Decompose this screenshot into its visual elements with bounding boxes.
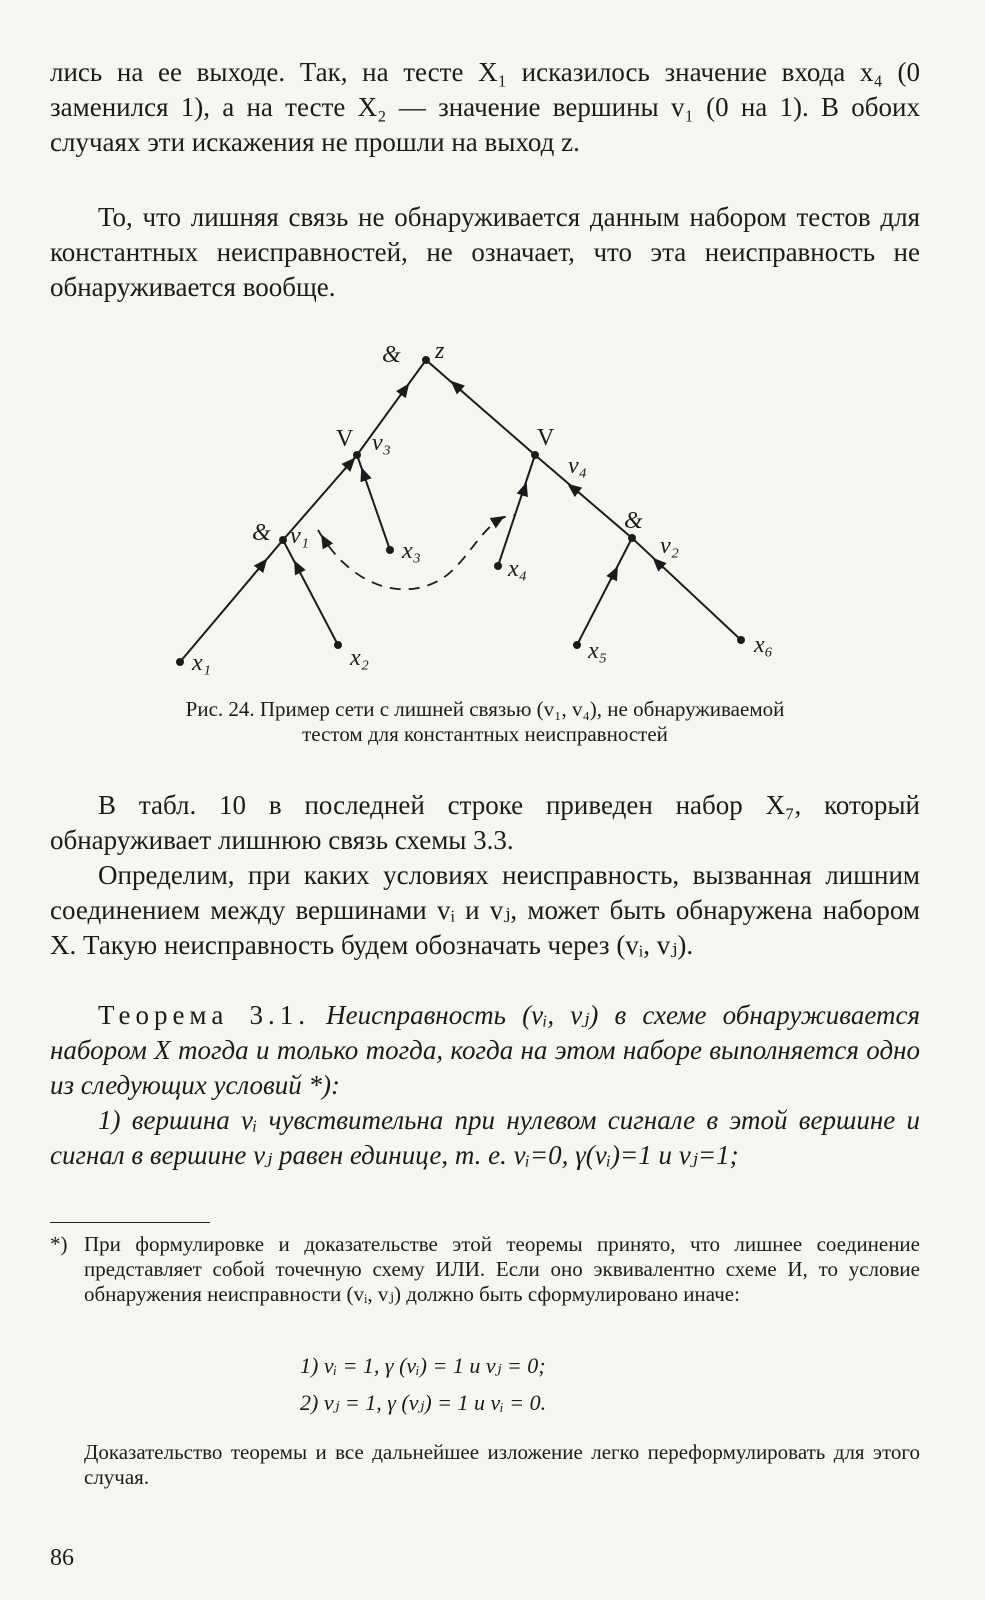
edge-v4-z (426, 360, 535, 455)
condition-1: 1) вершина vᵢ чувствительна при нулевом сигнале в этой вершине и сигнал в вершине vⱼ равен единице, т. е. vᵢ=0, γ(vᵢ)=1 и vⱼ=1; (50, 1105, 920, 1170)
figure-caption-line-1: Рис. 24. Пример сети с лишней связью (v₁, v₄), не обнаруживаемой (185, 697, 785, 721)
node-v2 (628, 534, 636, 542)
label-x4: x₄ (508, 556, 527, 582)
arrow-x5-v2 (611, 568, 617, 580)
label-v1: v₁ (290, 523, 309, 549)
node-v4 (531, 451, 539, 459)
arrow-v3-z (400, 385, 408, 396)
paragraph-4: Определим, при каких условиях неисправность, вызванная лишним соединением между вершинами vᵢ и vⱼ, может быть обнаружена набором X. Такую неисправность будем обозначать через (vᵢ, vⱼ). (50, 860, 920, 960)
label-or-left: V (336, 426, 354, 452)
label-x2: x₂ (350, 645, 369, 671)
footnote-text: При формулировке и доказательстве этой теоремы принято, что лишнее соединение представляет собой точечную схему ИЛИ. Если оно эквивалентно схеме И, то условие обнаружения неисправности (vᵢ, vⱼ) должно быть сформулировано иначе: (84, 1232, 920, 1306)
footnote-rule (50, 1222, 210, 1223)
node-x1 (176, 658, 184, 666)
arrow-dashed-v1 (322, 536, 326, 543)
label-x5: x₅ (588, 638, 607, 664)
page-number: 86 (50, 1545, 74, 1571)
label-x1: x₁ (192, 650, 211, 676)
node-x3 (386, 546, 394, 554)
node-v1 (279, 536, 287, 544)
label-v4: v₄ (568, 453, 587, 479)
label-and-top: & (382, 342, 401, 368)
network-figure (0, 340, 985, 685)
label-v3: v₃ (372, 430, 391, 456)
label-x6: x₆ (754, 632, 773, 658)
arrow-v1-v3 (344, 459, 354, 470)
edge-v3-z (357, 360, 426, 455)
label-z: z (435, 340, 445, 364)
footnote-formula-1: 1) vᵢ = 1, γ (vᵢ) = 1 и vⱼ = 0; (300, 1353, 546, 1378)
arrow-x3-v3 (362, 469, 366, 480)
edge-x6-v2 (632, 538, 741, 640)
node-x6 (737, 636, 745, 644)
paragraph-2: То, что лишняя связь не обнаруживается данным набором тестов для константных неисправностей, не означает, что эта неисправность не обнаруживается вообще. (50, 202, 920, 302)
arrow-v4-z (452, 382, 462, 391)
theorem-label: Теорема 3.1. (98, 1000, 310, 1030)
node-v3 (353, 451, 361, 459)
paragraph-3: В табл. 10 в последней строке приведен набор X₇, который обнаруживает лишнюю связь схемы 3.3. (50, 790, 920, 855)
label-and-left: & (252, 520, 271, 546)
arrow-x1-v1 (258, 560, 266, 570)
node-x4 (494, 562, 502, 570)
arrow-x6-v2 (654, 559, 663, 568)
footnote (50, 1232, 920, 1307)
theorem-text: Неисправность (vᵢ, vⱼ) в схеме обнаруживается набором X тогда и только тогда, когда на этом наборе выполняется одно из следующих условий *): (50, 1000, 920, 1100)
node-z (422, 356, 430, 364)
footnote-marker: *) (50, 1232, 68, 1256)
theorem (50, 998, 920, 1103)
edge-x2-v1 (283, 540, 338, 645)
label-and-right: & (624, 508, 643, 534)
node-x5 (573, 641, 581, 649)
footnote-conclusion-text: Доказательство теоремы и все дальнейшее изложение легко переформулировать для этого случая. (84, 1440, 920, 1489)
node-x2 (334, 641, 342, 649)
figure-caption-line-2: тестом для константных неисправностей (302, 722, 668, 746)
edge-x4-v4 (498, 455, 535, 566)
label-or-right: V (537, 425, 555, 451)
arrow-v2-v4 (569, 485, 578, 492)
edge-x1-v1 (180, 540, 283, 662)
arrow-x2-v1 (295, 562, 300, 572)
footnote-conclusion (50, 1440, 920, 1490)
paragraph-1: лись на ее выходе. Так, на тесте X₁ исказилось значение входа x₄ (0 заменился 1), а на тесте X₂ — значение вершины v₁ (0 на 1). В обоих случаях эти искажения не прошли на выход z. (50, 57, 920, 157)
arrow-dashed-v4 (493, 517, 503, 523)
footnote-formula-2: 2) vⱼ = 1, γ (vⱼ) = 1 и vᵢ = 0. (300, 1390, 547, 1415)
edge-x5-v2 (577, 538, 632, 645)
label-v2: v₂ (660, 533, 679, 559)
label-x3: x₃ (402, 538, 421, 564)
